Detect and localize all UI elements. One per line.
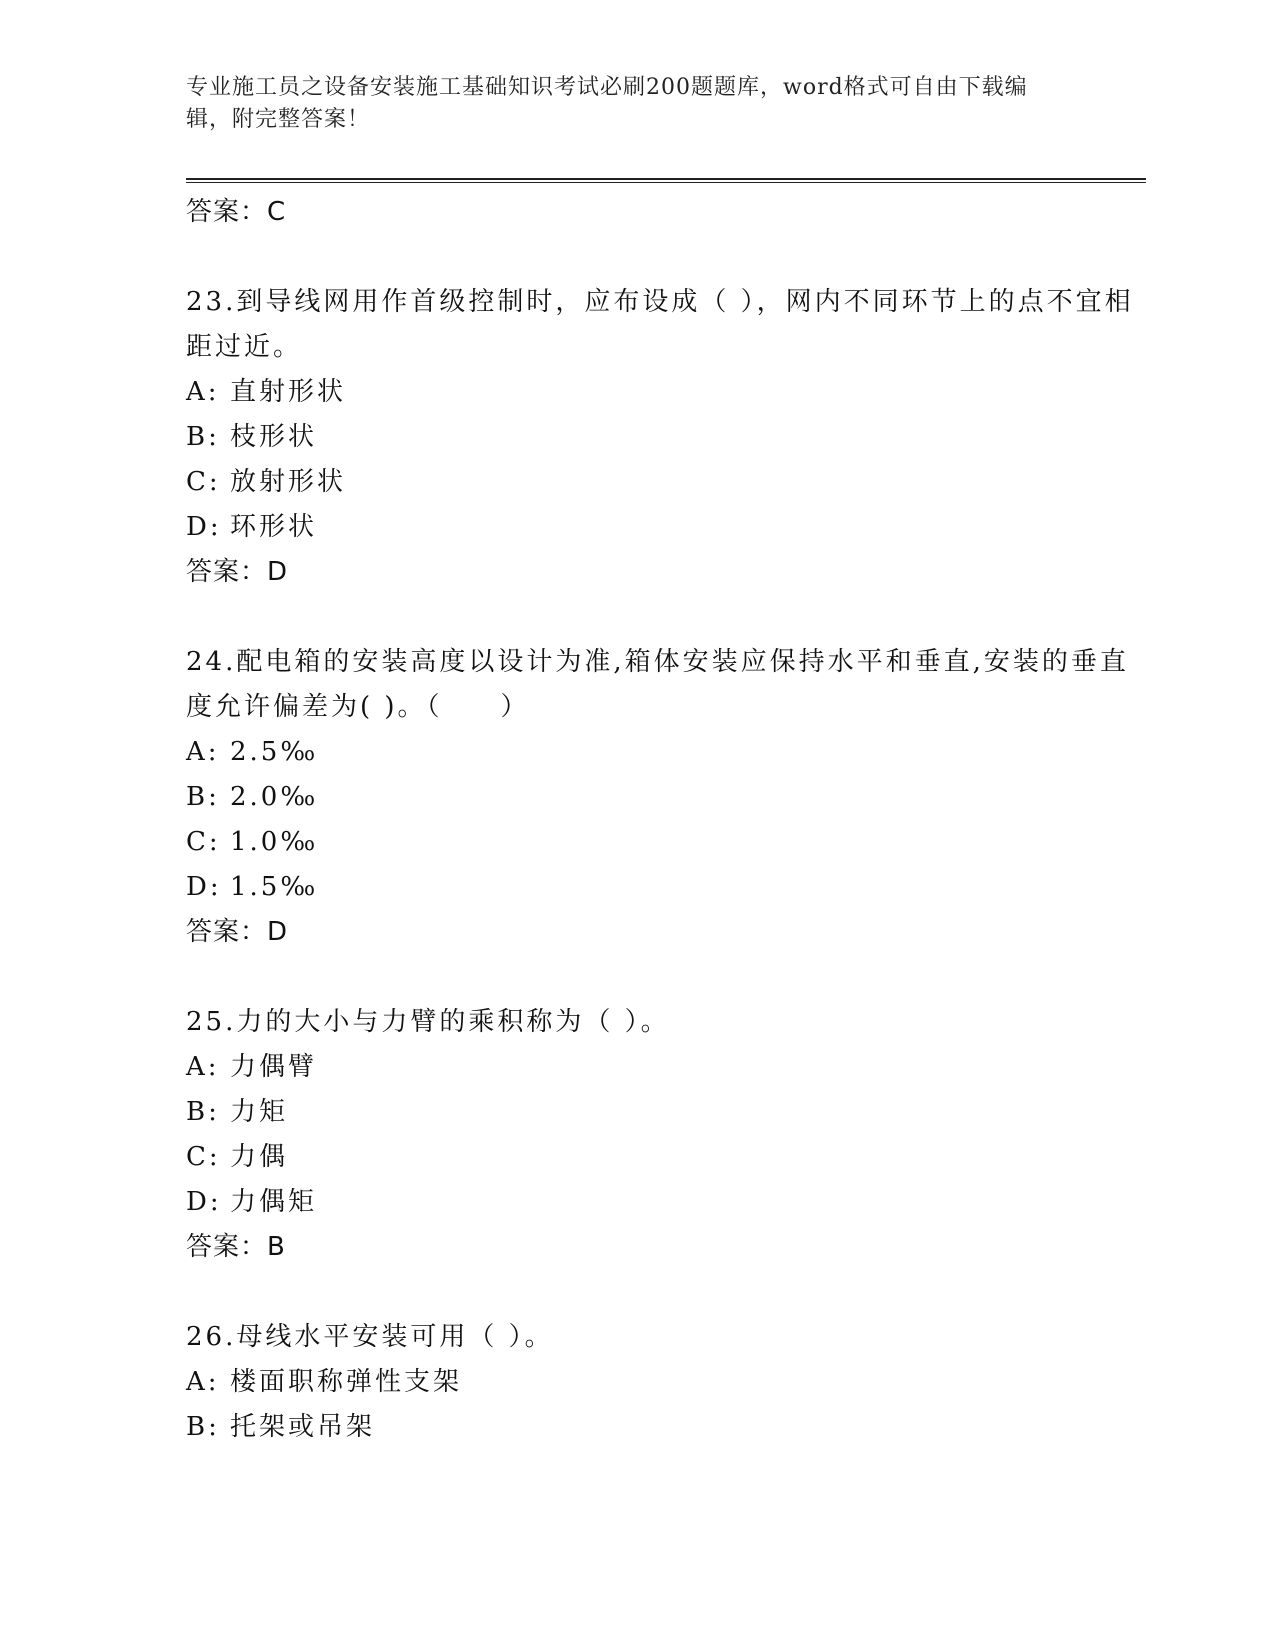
question-stem: 25.力的大小与力臂的乘积称为（ ）。 bbox=[186, 1007, 670, 1037]
page-header: 专业施工员之设备安装施工基础知识考试必刷200题题库，word格式可自由下载编辑，附完整答案！ bbox=[186, 75, 1028, 132]
option-letter: C: bbox=[186, 1142, 221, 1172]
answer-line: 答案：D bbox=[186, 917, 289, 947]
option-letter: C: bbox=[186, 467, 221, 497]
option-text: 2.5‰ bbox=[230, 737, 319, 767]
option-letter: A: bbox=[186, 737, 220, 767]
option-text: 力偶 bbox=[230, 1142, 289, 1172]
document-content bbox=[186, 190, 1146, 1450]
option-a bbox=[186, 370, 1146, 415]
option-b bbox=[186, 775, 1146, 820]
option-letter: B: bbox=[186, 422, 220, 452]
option-c bbox=[186, 1135, 1146, 1180]
option-d bbox=[186, 505, 1146, 550]
question-item bbox=[186, 1000, 1146, 1269]
option-letter: A: bbox=[186, 1052, 220, 1082]
option-text: 2.0‰ bbox=[230, 782, 319, 812]
option-a bbox=[186, 730, 1146, 775]
option-text: 楼面职称弹性支架 bbox=[230, 1367, 463, 1397]
option-d bbox=[186, 865, 1146, 910]
option-text: 1.0‰ bbox=[230, 827, 319, 857]
option-letter: D: bbox=[186, 1187, 222, 1217]
option-c bbox=[186, 820, 1146, 865]
option-text: 力矩 bbox=[230, 1097, 289, 1127]
question-item bbox=[186, 640, 1146, 954]
option-text: 力偶臂 bbox=[230, 1052, 318, 1082]
option-d bbox=[186, 1180, 1146, 1225]
header-divider bbox=[186, 178, 1146, 183]
option-text: 直射形状 bbox=[230, 377, 347, 407]
option-text: 1.5‰ bbox=[230, 872, 319, 902]
question-stem: 24.配电箱的安装高度以设计为准,箱体安装应保持水平和垂直,安装的垂直度允许偏差为( )。（ ） bbox=[186, 647, 1129, 722]
option-b bbox=[186, 1090, 1146, 1135]
option-letter: B: bbox=[186, 1412, 220, 1442]
answer-line: 答案：B bbox=[186, 1232, 286, 1262]
answer-line: 答案：C bbox=[186, 197, 287, 227]
document-page bbox=[186, 0, 1146, 1650]
option-letter: B: bbox=[186, 1097, 220, 1127]
question-stem: 23.到导线网用作首级控制时，应布设成（ ），网内不同环节上的点不宜相距过近。 bbox=[186, 287, 1134, 362]
question-item bbox=[186, 1315, 1146, 1450]
question-item bbox=[186, 280, 1146, 594]
option-letter: B: bbox=[186, 782, 220, 812]
option-letter: A: bbox=[186, 1367, 220, 1397]
option-text: 环形状 bbox=[230, 512, 318, 542]
option-letter: D: bbox=[186, 872, 222, 902]
option-a bbox=[186, 1045, 1146, 1090]
option-letter: D: bbox=[186, 512, 222, 542]
option-text: 放射形状 bbox=[230, 467, 347, 497]
option-b bbox=[186, 1405, 1146, 1450]
option-letter: C: bbox=[186, 827, 221, 857]
answer-line: 答案：D bbox=[186, 557, 289, 587]
option-a bbox=[186, 1360, 1146, 1405]
question-stem: 26.母线水平安装可用（ ）。 bbox=[186, 1322, 554, 1352]
option-text: 托架或吊架 bbox=[230, 1412, 376, 1442]
option-c bbox=[186, 460, 1146, 505]
option-text: 枝形状 bbox=[230, 422, 318, 452]
option-b bbox=[186, 415, 1146, 460]
option-text: 力偶矩 bbox=[230, 1187, 318, 1217]
option-letter: A: bbox=[186, 377, 220, 407]
